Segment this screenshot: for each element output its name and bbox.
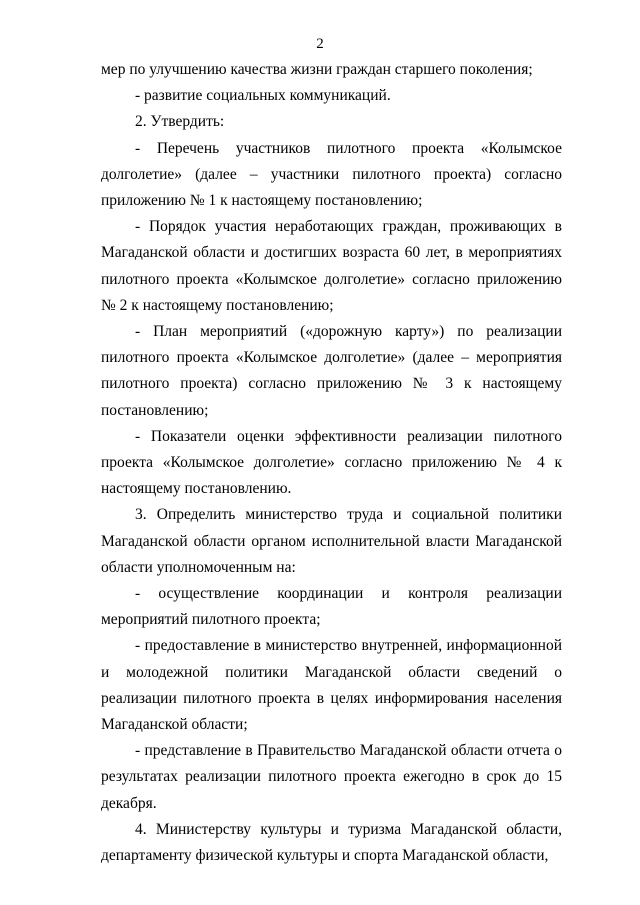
paragraph-efficiency-indicators: - Показатели оценки эффективности реализации пилотного проекта «Колымское долголетие» согласно приложению № 4 к настоящему постановлению. [101, 427, 562, 498]
page-number: 2 [316, 36, 324, 52]
paragraph-coordination-control: - осуществление координации и контроля реализации мероприятий пилотного проекта; [101, 585, 562, 629]
paragraph-item-3-ministry: 3. Определить министерство труда и социальной политики Магаданской области органом исполнительной власти Магаданской области уполномоченным на: [101, 506, 562, 576]
paragraph-continuation: мер по улучшению качества жизни граждан старшего поколения; [101, 61, 533, 78]
paragraph-participation-procedure: - Порядок участия неработающих граждан, проживающих в Магаданской области и достигших возраста 60 лет, в мероприятиях пилотного проекта «Колымское долголетие» согласно приложению № 2 к настоящему постановлению; [101, 218, 562, 314]
paragraph-item-2-approve: 2. Утвердить: [135, 113, 225, 131]
paragraph-item-4-culture: 4. Министерству культуры и туризма Магаданской области, департаменту физической культуры и спорта Магаданской области, [101, 820, 562, 865]
document-body [101, 57, 562, 869]
paragraph-participants-list: - Перечень участников пилотного проекта «Колымское долголетие» (далее – участники пилотного проекта) согласно приложению № 1 к настоящему постановлению; [101, 139, 562, 210]
paragraph-annual-report: - представление в Правительство Магаданской области отчета о результатах реализации пилотного проекта ежегодно в срок до 15 декабря. [101, 742, 562, 812]
paragraph-social-communications: - развитие социальных коммуникаций. [135, 87, 391, 105]
paragraph-information-provision: - предоставление в министерство внутренней, информационной и молодежной политики Магаданской области сведений о реализации пилотного проекта в целях информирования населения Магаданской области; [101, 637, 562, 734]
paragraph-roadmap-plan: - План мероприятий («дорожную карту») по реализации пилотного проекта «Колымское долголетие» (далее – мероприятия пилотного проекта) согласно приложению № 3 к настоящему постановлению; [101, 323, 562, 419]
